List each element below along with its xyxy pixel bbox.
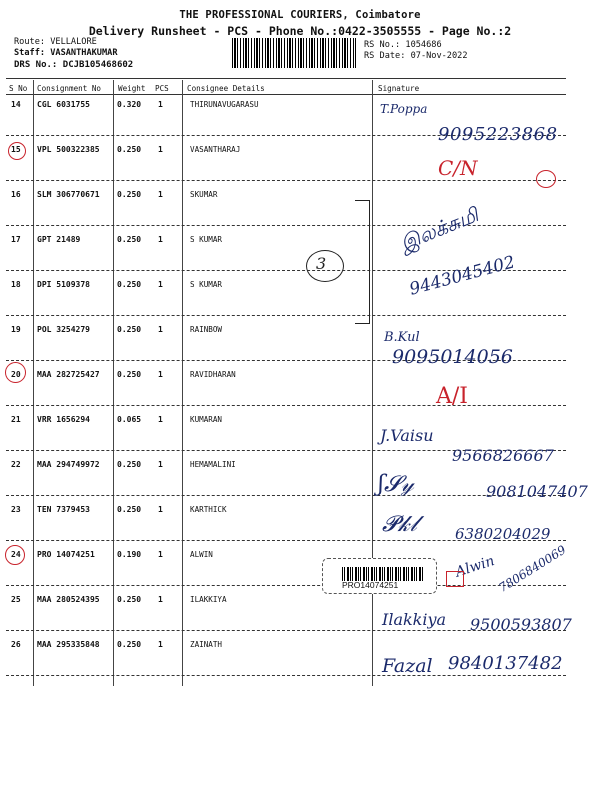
- table-top-rule: [6, 78, 566, 79]
- rs-date-label: RS Date:: [364, 51, 406, 61]
- note-20: A/I: [436, 384, 468, 409]
- row-consignee: RAINBOW: [190, 325, 223, 334]
- row-consignment-no: CGL 6031755: [37, 100, 90, 109]
- row-weight: 0.250: [117, 280, 142, 289]
- col-divider: [182, 80, 183, 686]
- row-separator: [6, 405, 566, 406]
- row-sno: 20: [11, 370, 21, 379]
- phone-25: 9500593807: [470, 615, 572, 634]
- circled-count: 3: [316, 254, 327, 273]
- staff-label: Staff:: [14, 48, 46, 58]
- rs-date-value: 07-Nov-2022: [410, 51, 468, 61]
- rs-no-label: RS No.:: [364, 40, 401, 50]
- row-consignment-no: VRR 1656294: [37, 415, 90, 424]
- row-pcs: 1: [158, 460, 163, 469]
- row-consignment-no: MAA 282725427: [37, 370, 100, 379]
- row-consignee: S KUMAR: [190, 280, 223, 289]
- row-consignee: KUMARAN: [190, 415, 223, 424]
- row-separator: [6, 180, 566, 181]
- signature-19: B.Kul: [384, 330, 420, 345]
- red-circle-mark: [536, 170, 556, 188]
- row-weight: 0.250: [117, 640, 142, 649]
- row-pcs: 1: [158, 280, 163, 289]
- row-consignee: ZAINATH: [190, 640, 223, 649]
- route-label: Route:: [14, 37, 46, 47]
- row-weight: 0.320: [117, 100, 142, 109]
- row-separator: [6, 675, 566, 676]
- red-circle-mark: [5, 362, 26, 383]
- row-consignee: THIRUNAVUGARASU: [190, 100, 259, 109]
- row-consignee: KARTHICK: [190, 505, 227, 514]
- row-consignment-no: PRO 14074251: [37, 550, 95, 559]
- row-sno: 24: [11, 550, 21, 559]
- row-consignee: ALWIN: [190, 550, 213, 559]
- row-separator: [6, 585, 566, 586]
- row-weight: 0.250: [117, 325, 142, 334]
- row-pcs: 1: [158, 550, 163, 559]
- note-15: C/N: [438, 156, 478, 180]
- row-sno: 25: [11, 595, 21, 604]
- rs-no-value: 1054686: [405, 40, 442, 50]
- rs-no-line: [364, 40, 442, 50]
- runsheet-barcode: [232, 38, 356, 68]
- red-stamp-mark: [446, 571, 464, 587]
- row-weight: 0.250: [117, 505, 142, 514]
- col-divider: [113, 80, 114, 686]
- row-consignment-no: MAA 294749972: [37, 460, 100, 469]
- staff-line: [14, 48, 118, 58]
- signature-17: இலக்சுமி: [396, 202, 482, 256]
- row-weight: 0.190: [117, 550, 142, 559]
- signature-25: Ilakkiya: [382, 610, 447, 629]
- row-pcs: 1: [158, 370, 163, 379]
- row-sno: 22: [11, 460, 21, 469]
- row-separator: [6, 315, 566, 316]
- row-weight: 0.250: [117, 460, 142, 469]
- phone-26: 9840137482: [448, 653, 563, 674]
- row-weight: 0.250: [117, 190, 142, 199]
- red-circle-mark: [5, 545, 25, 565]
- row-consignee: VASANTHARAJ: [190, 145, 241, 154]
- row-pcs: 1: [158, 325, 163, 334]
- col-divider: [33, 80, 34, 686]
- row-consignment-no: MAA 280524395: [37, 595, 100, 604]
- row-consignee: RAVIDHARAN: [190, 370, 236, 379]
- phone-18: 9443045402: [407, 252, 518, 300]
- col-header-signature: Signature: [378, 84, 420, 93]
- row-consignment-no: MAA 295335848: [37, 640, 100, 649]
- document-subtitle: Delivery Runsheet - PCS - Phone No.:0422-3505555 - Page No.:2: [88, 24, 512, 38]
- row-weight: 0.250: [117, 235, 142, 244]
- row-consignment-no: DPI 5109378: [37, 280, 90, 289]
- phone-24: 7806840069: [496, 542, 569, 595]
- row-consignment-no: SLM 306770671: [37, 190, 100, 199]
- route-value: VELLALORE: [50, 37, 97, 47]
- row-weight: 0.250: [117, 145, 142, 154]
- row-sno: 14: [11, 100, 21, 109]
- drs-value: DCJB105468602: [62, 60, 134, 70]
- col-header-weight: Weight: [118, 84, 146, 93]
- route-line: [14, 37, 97, 47]
- row-sno: 17: [11, 235, 21, 244]
- row-pcs: 1: [158, 145, 163, 154]
- row-sno: 21: [11, 415, 21, 424]
- phone-21: 9566826667: [452, 446, 554, 465]
- col-header-sno: S No: [9, 84, 28, 93]
- staff-value: VASANTHAKUMAR: [50, 48, 118, 58]
- col-header-consignee: Consignee Details: [187, 84, 265, 93]
- signature-26: Fazal: [382, 655, 433, 677]
- row-pcs: 1: [158, 505, 163, 514]
- row-consignment-no: POL 3254279: [37, 325, 90, 334]
- table-header-rule: [6, 94, 566, 95]
- row-pcs: 1: [158, 100, 163, 109]
- phone-23: 6380204029: [455, 525, 551, 543]
- sticker-barcode: [342, 567, 424, 581]
- row-consignee: ILAKKIYA: [190, 595, 227, 604]
- phone-19: 9095014056: [392, 346, 513, 368]
- signature-24: Alwin: [453, 553, 497, 581]
- signature-23: 𝓟𝓀𝓁: [382, 512, 417, 537]
- row-consignment-no: GPT 21489: [37, 235, 81, 244]
- row-sno: 15: [11, 145, 21, 154]
- row-pcs: 1: [158, 235, 163, 244]
- row-sno: 26: [11, 640, 21, 649]
- row-sno: 18: [11, 280, 21, 289]
- row-consignee: S KUMAR: [190, 235, 223, 244]
- document-title: THE PROFESSIONAL COURIERS, Coimbatore: [179, 9, 421, 21]
- sticker-barcode-text: PRO14074251: [342, 580, 399, 590]
- rs-date-line: [364, 51, 468, 61]
- row-pcs: 1: [158, 190, 163, 199]
- row-consignment-no: VPL 500322385: [37, 145, 100, 154]
- col-header-consignment: Consignment No: [37, 84, 102, 93]
- signature-14: T.Poppa: [380, 102, 428, 116]
- signature-21: J.Vaisu: [380, 426, 434, 445]
- row-weight: 0.250: [117, 370, 142, 379]
- row-consignee: HEMAMALINI: [190, 460, 236, 469]
- row-separator: [6, 495, 566, 496]
- phone-14: 9095223868: [438, 124, 558, 145]
- row-weight: 0.250: [117, 595, 142, 604]
- red-circle-mark: [8, 142, 26, 160]
- row-pcs: 1: [158, 595, 163, 604]
- row-consignee: SKUMAR: [190, 190, 218, 199]
- row-sno: 23: [11, 505, 21, 514]
- drs-line: [14, 60, 133, 70]
- row-pcs: 1: [158, 415, 163, 424]
- row-pcs: 1: [158, 640, 163, 649]
- col-header-pcs: PCS: [155, 84, 169, 93]
- signature-22: ʃ𝓢𝓎: [378, 472, 414, 497]
- drs-label: DRS No.:: [14, 60, 58, 70]
- row-sno: 19: [11, 325, 21, 334]
- row-consignment-no: TEN 7379453: [37, 505, 90, 514]
- row-sno: 16: [11, 190, 21, 199]
- phone-22: 9081047407: [486, 482, 588, 501]
- row-weight: 0.065: [117, 415, 142, 424]
- bracket-mark: [355, 200, 370, 324]
- col-divider: [372, 80, 373, 686]
